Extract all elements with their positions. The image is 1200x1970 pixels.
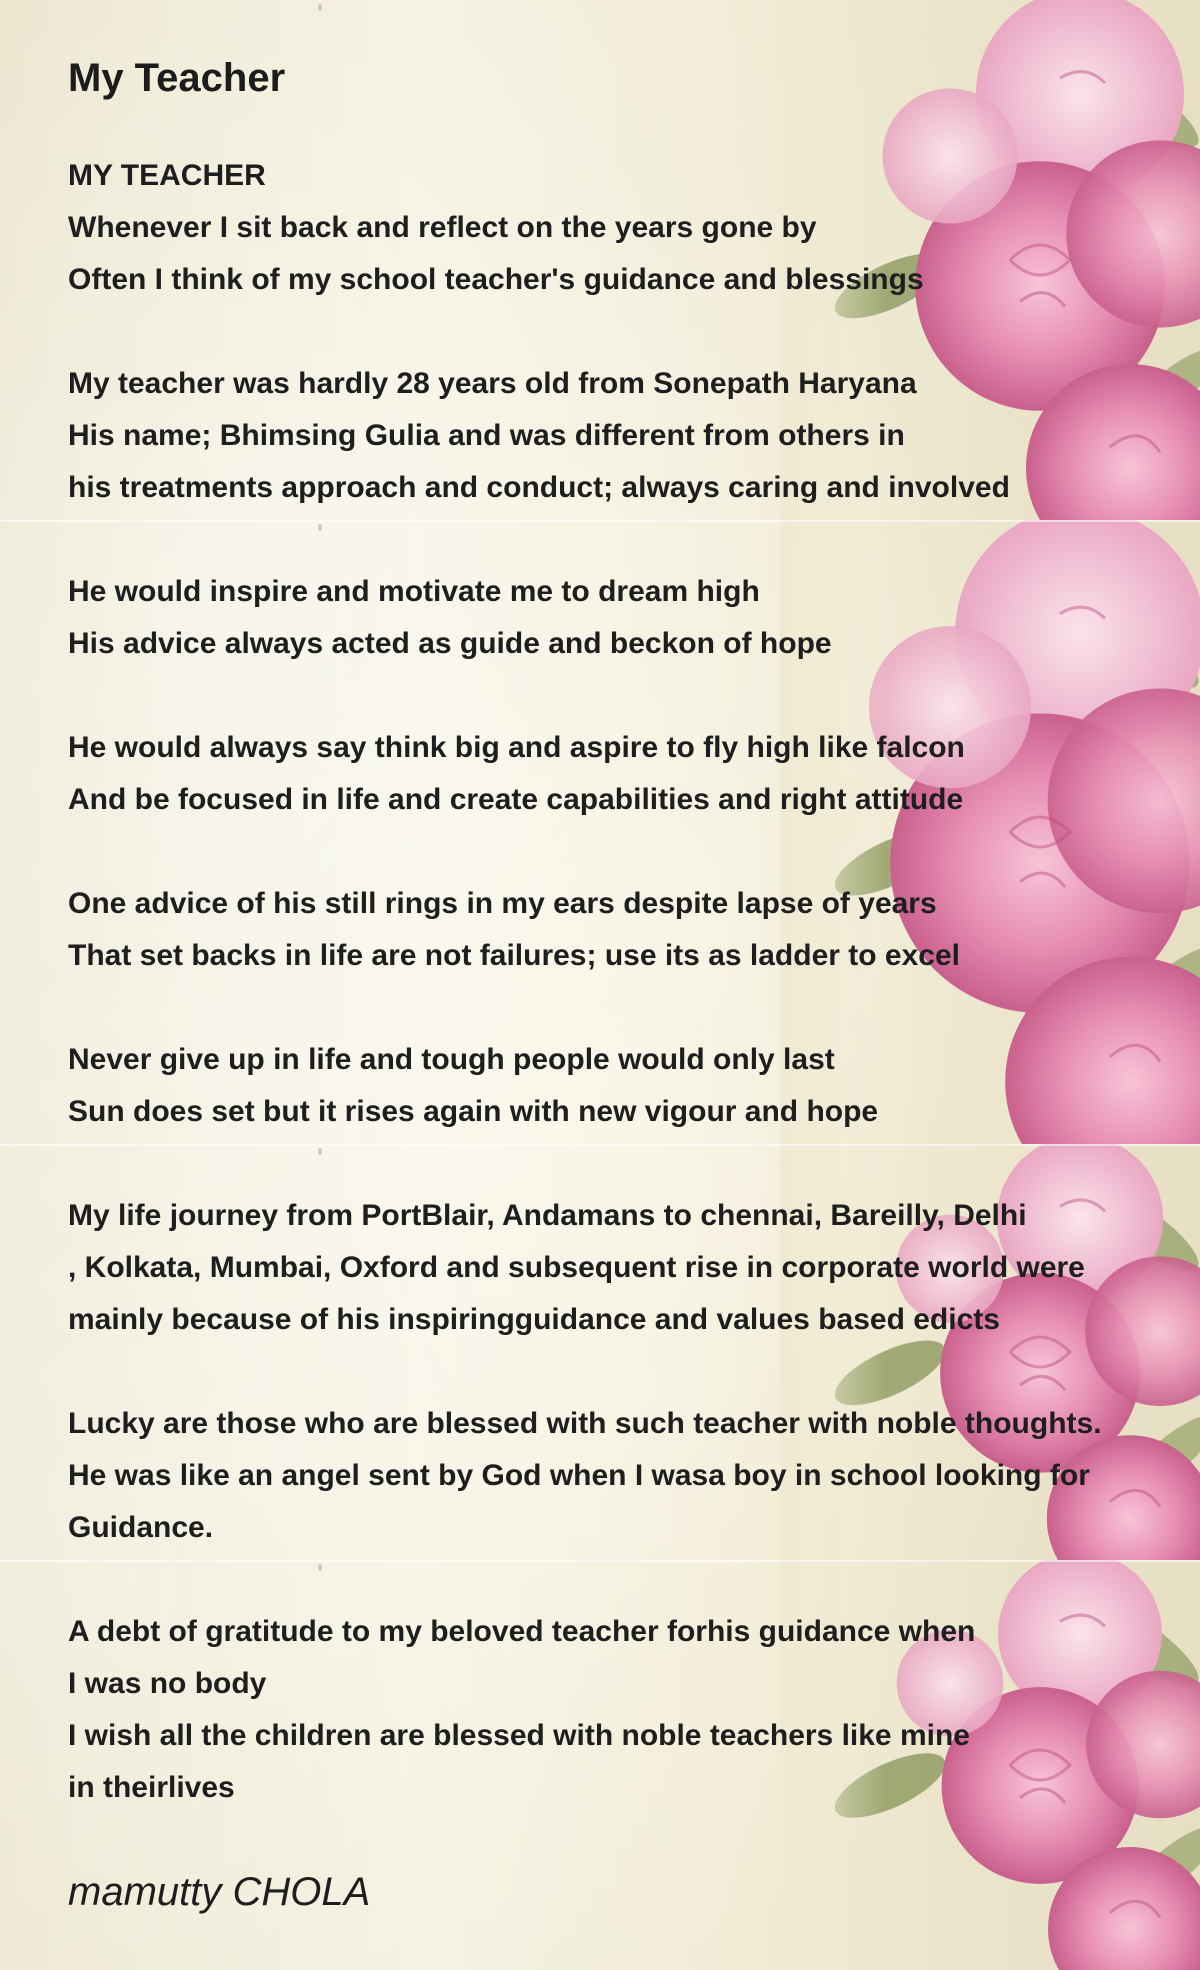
poem-body — [68, 150, 1188, 1814]
poem-line: One advice of his still rings in my ears despite lapse of years — [68, 887, 937, 920]
poem-line: Guidance. — [68, 1511, 214, 1544]
poem-line: in theirlives — [68, 1771, 235, 1804]
stanza-break — [68, 1138, 1188, 1190]
poem-author: mamutty CHOLA — [68, 1870, 371, 1914]
stanza-break — [68, 826, 1188, 878]
poem-line: That set backs in life are not failures; use its as ladder to excel — [68, 939, 960, 972]
poem-line: A debt of gratitude to my beloved teacher forhis guidance when — [68, 1615, 976, 1648]
poem-line: My teacher was hardly 28 years old from Sonepath Haryana — [68, 367, 917, 400]
stanza-break — [68, 306, 1188, 358]
poem-line: Whenever I sit back and reflect on the years gone by — [68, 211, 817, 244]
poem-line: mainly because of his inspiringguidance and values based edicts — [68, 1303, 1000, 1336]
poem-line: MY TEACHER — [68, 159, 266, 192]
poem-line: Often I think of my school teacher's guidance and blessings — [68, 263, 924, 296]
stanza-break — [68, 514, 1188, 566]
poem-line: My life journey from PortBlair, Andamans to chennai, Bareilly, Delhi — [68, 1199, 1027, 1232]
poem-line: He was like an angel sent by God when I wasa boy in school looking for — [68, 1459, 1090, 1492]
poem-line: His advice always acted as guide and beckon of hope — [68, 627, 832, 660]
poem-line: And be focused in life and create capabilities and right attitude — [68, 783, 964, 816]
poem-line: I was no body — [68, 1667, 267, 1700]
poem-line: his treatments approach and conduct; always caring and involved — [68, 471, 1010, 504]
poem-line: He would inspire and motivate me to dream high — [68, 575, 760, 608]
poem-line: Lucky are those who are blessed with such teacher with noble thoughts. — [68, 1407, 1102, 1440]
poem-line: He would always say think big and aspire to fly high like falcon — [68, 731, 965, 764]
poem-line: Never give up in life and tough people would only last — [68, 1043, 835, 1076]
stanza-break — [68, 1346, 1188, 1398]
stanza-break — [68, 670, 1188, 722]
poem-title: My Teacher — [68, 56, 286, 100]
poem-line: Sun does set but it rises again with new vigour and hope — [68, 1095, 879, 1128]
stanza-break — [68, 1554, 1188, 1606]
decorative-speck — [318, 4, 322, 11]
poem-line: His name; Bhimsing Gulia and was different from others in — [68, 419, 905, 452]
poem-line: I wish all the children are blessed with noble teachers like mine — [68, 1719, 970, 1752]
poem-line: , Kolkata, Mumbai, Oxford and subsequent rise in corporate world were — [68, 1251, 1085, 1284]
stanza-break — [68, 982, 1188, 1034]
